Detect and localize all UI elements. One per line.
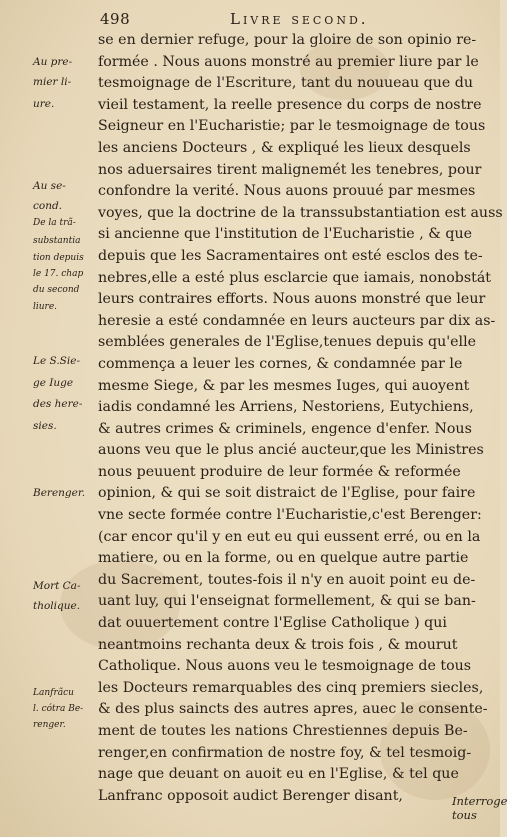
text-line: nage que deuant on auoit eu en l'Eglise, & tel que: [98, 766, 459, 783]
margin-note-transsubstantia: De la trã-: [33, 218, 76, 228]
text-line: nebres,elle a esté plus esclarcie que iamais, nonobstát: [98, 269, 492, 286]
margin-note-transsubstantia: le 17. chap: [33, 269, 84, 279]
text-line: & autres crimes & criminels, engence d'enfer. Nous: [98, 420, 472, 437]
text-line: voyes, que la doctrine de la transsubstantiation est auss: [98, 204, 503, 221]
text-line: matiere, ou en la forme, ou en quelque autre partie: [98, 550, 469, 567]
body-text: [98, 30, 503, 807]
margin-note-premier-liure: mier li-: [33, 76, 72, 88]
text-line: & des plus saincts des autres apres, auec le consente-: [98, 701, 488, 718]
margin-note-lanfranc: Lanfrãcu: [33, 688, 74, 698]
margin-note-transsubstantia: du second: [33, 285, 80, 295]
text-line: nous peuuent produire de leur formée & reformée: [98, 463, 461, 480]
text-line: commença a leuer les cornes, & condamnée par le: [98, 355, 463, 372]
text-line: vieil testament, la reelle presence du corps de nostre: [98, 96, 482, 113]
text-line: (car encor qu'il y en eut eu qui eussent erré, ou en la: [98, 528, 481, 545]
text-line: dat ouuertement contre l'Eglise Catholique ) qui: [98, 615, 447, 632]
text-line: neantmoins rechanta deux & trois fois , & mourut: [98, 636, 458, 653]
margin-note-premier-liure: Au pre-: [33, 56, 73, 68]
margin-note-transsubstantia: tion depuis: [33, 253, 84, 263]
text-line: les Docteurs remarquables des cinq premiers siecles,: [98, 679, 484, 696]
text-line: leurs contraires efforts. Nous auons monstré que leur: [98, 291, 486, 308]
text-line: nos aduersaires tirent malignemét les tenebres, pour: [98, 161, 482, 178]
margin-note-berenger: Berenger.: [33, 487, 86, 499]
margin-note-mort-catholique: Mort Ca-: [33, 580, 81, 592]
margin-note-siege: ge Iuge: [33, 377, 74, 389]
text-line: iadis condamné les Arriens, Nestoriens, Eutychiens,: [98, 399, 474, 416]
margin-note-mort-catholique: tholique.: [33, 600, 81, 612]
margin-note-transsubstantia: liure.: [33, 302, 58, 312]
text-line: mesme Siege, & par les mesmes Iuges, qui auoyent: [98, 377, 470, 394]
margin-note-lanfranc: renger.: [33, 720, 66, 730]
margin-note-siege: Le S.Sie-: [33, 355, 80, 367]
text-line: confondre la verité. Nous auons prouué par mesmes: [98, 183, 476, 200]
margin-notes: [0, 0, 100, 837]
text-line: tesmoignage de l'Escriture, tant du nouueau que du: [98, 75, 473, 92]
text-line: formée . Nous auons monstré au premier liure par le: [98, 53, 479, 70]
running-head: Livre second.: [230, 10, 369, 28]
page-number: 498: [100, 10, 131, 28]
catchword: Interroge tous: [452, 794, 507, 822]
text-line: si ancienne que l'institution de l'Eucharistie , & que: [98, 226, 472, 243]
text-line: Catholique. Nous auons veu le tesmoignage de tous: [98, 658, 472, 675]
text-line: heresie a esté condamnée en leurs aucteurs par dix as-: [98, 312, 496, 329]
text-line: Seigneur en l'Eucharistie; par le tesmoignage de tous: [98, 118, 486, 135]
text-line: renger,en confirmation de nostre foy, & tel tesmoig-: [98, 744, 472, 761]
text-line: auons veu que le plus ancié aucteur,que les Ministres: [98, 442, 484, 459]
text-line: vne secte formée contre l'Eucharistie,c'est Berenger:: [98, 507, 482, 524]
text-line: semblées generales de l'Eglise,tenues depuis qu'elle: [98, 334, 477, 351]
text-line: les anciens Docteurs , & expliqué les lieux desquels: [98, 139, 471, 156]
margin-note-transsubstantia: substantia: [33, 236, 81, 246]
margin-note-second: Au se-: [33, 180, 66, 192]
text-line: du Sacrement, toutes-fois il n'y en auoit point eu de-: [98, 571, 476, 588]
text-line: Lanfranc opposoit audict Berenger disant,: [98, 787, 403, 804]
margin-note-premier-liure: ure.: [33, 98, 55, 110]
margin-note-siege: sies.: [33, 420, 57, 432]
text-line: depuis que les Sacramentaires ont esté esclos des te-: [98, 247, 483, 264]
text-line: se en dernier refuge, pour la gloire de son opinio re-: [98, 32, 477, 48]
text-line: ment de toutes les nations Chrestiennes depuis Be-: [98, 723, 468, 739]
margin-note-lanfranc: l. cótra Be-: [33, 704, 84, 714]
margin-note-second: cond.: [33, 200, 63, 212]
margin-note-siege: des here-: [33, 398, 83, 410]
text-line: uant luy, qui l'enseignat formellement, & qui se ban-: [98, 593, 476, 610]
text-line: opinion, & qui se soit distraict de l'Eglise, pour faire: [98, 485, 476, 502]
